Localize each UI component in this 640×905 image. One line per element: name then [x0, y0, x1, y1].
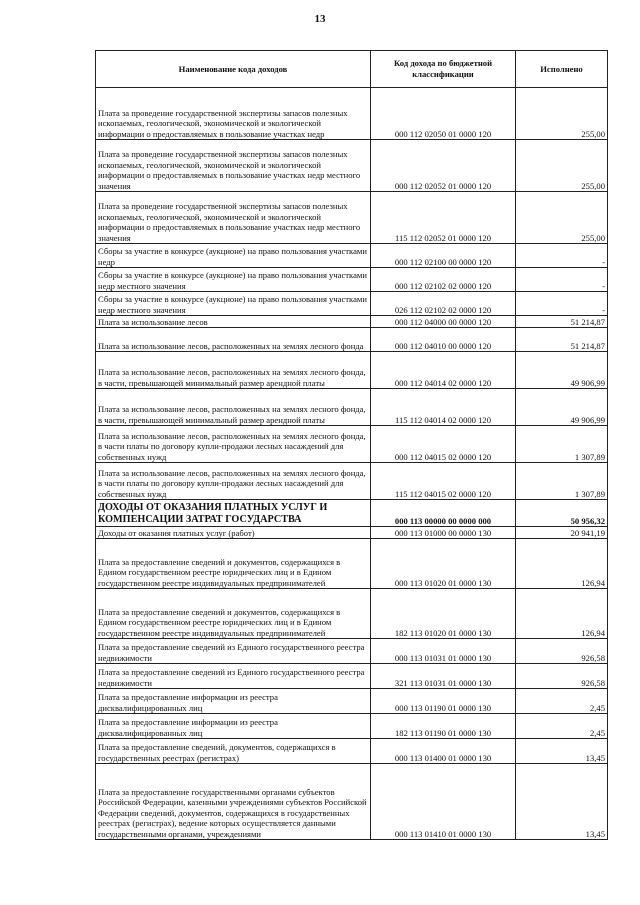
row-code: 000 113 00000 00 0000 000 [371, 500, 516, 527]
row-code: 115 112 02052 01 0000 120 [371, 192, 516, 244]
row-name: Плата за проведение государственной экспертизы запасов полезных ископаемых, геологической, экономической и экологической информации о предоставляемых в пользование участках недр местного значения [96, 192, 371, 244]
row-code: 000 112 04015 02 0000 120 [371, 426, 516, 463]
row-code: 000 112 02052 01 0000 120 [371, 140, 516, 192]
row-name: Плата за использование лесов, расположенных на землях лесного фонда, в части платы по договору купли-продажи лесных насаждений для собственных нужд [96, 426, 371, 463]
row-code: 000 112 02102 02 0000 120 [371, 268, 516, 292]
header-name: Наименование кода доходов [96, 51, 371, 88]
table-row [96, 764, 608, 840]
section-row [96, 500, 608, 527]
row-code: 000 113 01000 00 0000 130 [371, 527, 516, 539]
row-name: Сборы за участие в конкурсе (аукционе) на право пользования участками недр [96, 244, 371, 268]
row-value: 255,00 [516, 88, 608, 140]
row-value: 20 941,19 [516, 527, 608, 539]
row-name: Плата за предоставление сведений и документов, содержащихся в Едином государственном реестре юридических лиц и в Едином государственном реестре индивидуальных предпринимателей [96, 539, 371, 589]
row-code: 000 113 01400 01 0000 130 [371, 739, 516, 764]
table-row [96, 192, 608, 244]
row-value: 50 956,32 [516, 500, 608, 527]
row-name: Доходы от оказания платных услуг (работ) [96, 527, 371, 539]
row-name: Плата за предоставление сведений из Единого государственного реестра недвижимости [96, 664, 371, 689]
row-name: Плата за использование лесов, расположенных на землях лесного фонда [96, 328, 371, 352]
row-value: 1 307,89 [516, 426, 608, 463]
header-executed: Исполнено [516, 51, 608, 88]
row-value: 126,94 [516, 589, 608, 639]
table-row [96, 714, 608, 739]
row-value: 255,00 [516, 192, 608, 244]
row-code: 026 112 02102 02 0000 120 [371, 292, 516, 316]
row-name: Плата за проведение государственной экспертизы запасов полезных ископаемых, геологической, экономической и экологической информации о предоставляемых в пользование участках недр местного значения [96, 140, 371, 192]
row-code: 000 113 01031 01 0000 130 [371, 639, 516, 664]
row-value: 926,58 [516, 664, 608, 689]
row-name: Плата за предоставление сведений из Единого государственного реестра недвижимости [96, 639, 371, 664]
row-code: 000 113 01190 01 0000 130 [371, 689, 516, 714]
row-name: Плата за предоставление информации из реестра дисквалифицированных лиц [96, 689, 371, 714]
row-value: 51 214,87 [516, 316, 608, 328]
table-row [96, 639, 608, 664]
row-name: Плата за использование лесов [96, 316, 371, 328]
table-row [96, 589, 608, 639]
row-value: - [516, 244, 608, 268]
row-value: 49 906,99 [516, 389, 608, 426]
row-code: 115 112 04015 02 0000 120 [371, 463, 516, 500]
row-value: 13,45 [516, 739, 608, 764]
row-code: 000 112 04010 00 0000 120 [371, 328, 516, 352]
row-name: ДОХОДЫ ОТ ОКАЗАНИЯ ПЛАТНЫХ УСЛУГ И КОМПЕНСАЦИИ ЗАТРАТ ГОСУДАРСТВА [96, 500, 371, 527]
row-code: 000 112 04000 00 0000 120 [371, 316, 516, 328]
row-value: 2,45 [516, 714, 608, 739]
row-code: 000 112 04014 02 0000 120 [371, 352, 516, 389]
row-value: 49 906,99 [516, 352, 608, 389]
row-name: Плата за предоставление сведений, документов, содержащихся в государственных реестрах (регистрах) [96, 739, 371, 764]
row-code: 182 113 01020 01 0000 130 [371, 589, 516, 639]
table-row [96, 268, 608, 292]
row-name: Сборы за участие в конкурсе (аукционе) на право пользования участками недр местного значения [96, 292, 371, 316]
row-value: 13,45 [516, 764, 608, 840]
header-code: Код дохода по бюджетной классификации [371, 51, 516, 88]
row-value: 926,58 [516, 639, 608, 664]
row-name: Плата за использование лесов, расположенных на землях лесного фонда, в части, превышающей минимальный размер арендной платы [96, 352, 371, 389]
row-name: Плата за проведение государственной экспертизы запасов полезных ископаемых, геологической, экономической и экологической информации о предоставляемых в пользование участках недр [96, 88, 371, 140]
row-code: 000 112 02050 01 0000 120 [371, 88, 516, 140]
row-value: 2,45 [516, 689, 608, 714]
row-code: 000 112 02100 00 0000 120 [371, 244, 516, 268]
page-number: 13 [314, 13, 326, 25]
table-row [96, 292, 608, 316]
table-row [96, 88, 608, 140]
table-row [96, 463, 608, 500]
table-row [96, 689, 608, 714]
row-name: Плата за предоставление государственными органами субъектов Российской Федерации, казенными учреждениями субъектов Российской Федерации сведений, документов, содержащихся в государственных реестрах (регистрах), ведение которых осуществляется данными государственными органами, учреждениями [96, 764, 371, 840]
row-value: 126,94 [516, 539, 608, 589]
row-code: 000 113 01410 01 0000 130 [371, 764, 516, 840]
row-code: 182 113 01190 01 0000 130 [371, 714, 516, 739]
row-name: Плата за предоставление сведений и документов, содержащихся в Едином государственном реестре юридических лиц и в Едином государственном реестре индивидуальных предпринимателей [96, 589, 371, 639]
table-row [96, 664, 608, 689]
table-row [96, 244, 608, 268]
row-value: 1 307,89 [516, 463, 608, 500]
row-name: Плата за использование лесов, расположенных на землях лесного фонда, в части, превышающей минимальный размер арендной платы [96, 389, 371, 426]
table-row [96, 316, 608, 328]
table-row [96, 140, 608, 192]
row-name: Сборы за участие в конкурсе (аукционе) на право пользования участками недр местного значения [96, 268, 371, 292]
row-code: 115 112 04014 02 0000 120 [371, 389, 516, 426]
row-name: Плата за предоставление информации из реестра дисквалифицированных лиц [96, 714, 371, 739]
table-row [96, 352, 608, 389]
row-value: 51 214,87 [516, 328, 608, 352]
row-value: 255,00 [516, 140, 608, 192]
table-row [96, 539, 608, 589]
table-row [96, 426, 608, 463]
table-row [96, 389, 608, 426]
row-code: 321 113 01031 01 0000 130 [371, 664, 516, 689]
table-row [96, 527, 608, 539]
table-header-row [96, 51, 608, 88]
row-name: Плата за использование лесов, расположенных на землях лесного фонда, в части платы по договору купли-продажи лесных насаждений для собственных нужд [96, 463, 371, 500]
row-code: 000 113 01020 01 0000 130 [371, 539, 516, 589]
table-row [96, 328, 608, 352]
income-table [95, 50, 608, 840]
row-value: - [516, 292, 608, 316]
table-row [96, 739, 608, 764]
row-value: - [516, 268, 608, 292]
